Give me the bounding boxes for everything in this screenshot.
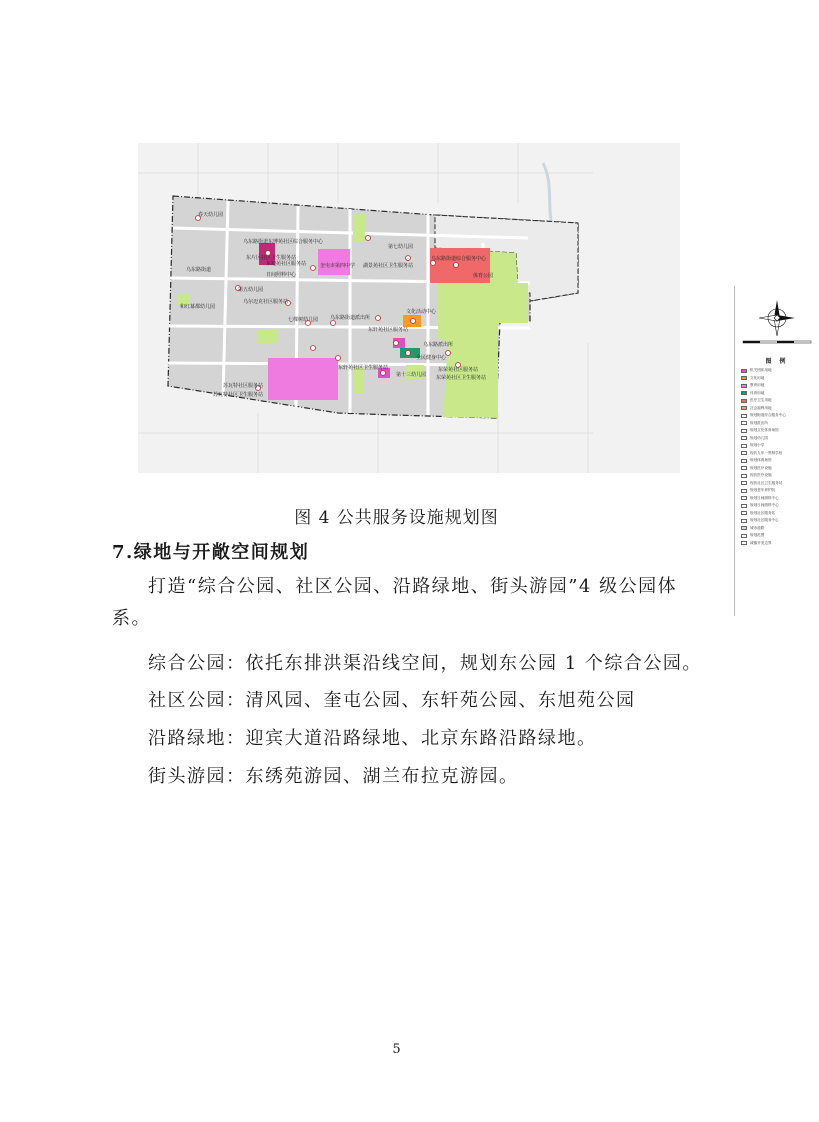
legend-item [741, 457, 815, 465]
legend-title: 图 例 [765, 358, 789, 365]
legend-label: 规划小学 [750, 443, 765, 448]
legend-label: 现状社区卫生服务站 [750, 480, 783, 485]
legend-label: 规划幼儿园 [750, 435, 768, 440]
map-label: 乌东路派出所 [423, 342, 454, 348]
map-label: 东轩苑社区卫生服务站 [338, 365, 389, 371]
legend-item [741, 465, 815, 473]
map-label: 苏瓦特社区服务站 [223, 383, 264, 389]
legend-swatch [741, 414, 747, 418]
legend-swatch [741, 451, 747, 455]
legend-swatch [741, 444, 747, 448]
legend-item [741, 420, 815, 428]
planning-map [138, 143, 680, 473]
legend-label: 城市道路 [750, 525, 765, 530]
map-label: 乌东路街道综合服务中心 [431, 256, 487, 262]
legend-item [741, 532, 815, 540]
legend-swatch [741, 384, 747, 388]
legend-item [741, 480, 815, 488]
legend-swatch [741, 406, 747, 410]
legend-label: 规划社区服务站 [750, 510, 776, 515]
legend-swatch [741, 391, 747, 395]
map-label: 第七幼儿园 [388, 244, 414, 250]
north-arrow-icon [757, 298, 797, 338]
legend-swatch [741, 496, 747, 500]
legend-swatch [741, 436, 747, 440]
legend-label: 规划范围 [750, 533, 765, 538]
map-label: 东旭苑社区服务站 [266, 261, 307, 267]
map-label: 乌东路街道派出所 [330, 315, 371, 321]
legend-swatch [741, 459, 747, 463]
body-paragraph: 街头游园：东绣苑游园、湖兰布拉克游园。 [148, 766, 519, 787]
page-number: 5 [392, 1042, 401, 1057]
legend-label: 体育用地 [750, 390, 765, 395]
legend-label: 规划医疗设施 [750, 465, 772, 470]
legend-swatch [741, 541, 747, 545]
legend-item [741, 472, 815, 480]
legend-label: 规划派出所 [750, 420, 768, 425]
body-paragraph: 沿路绿地：迎宾大道沿路绿地、北京东路沿路绿地。 [148, 728, 597, 749]
map-legend [734, 286, 819, 616]
map-label: 第五幼儿园 [238, 287, 264, 293]
legend-label: 城镇开发边界 [750, 540, 772, 545]
legend-item [741, 442, 815, 450]
body-paragraph: 综合公园：依托东排洪渠沿线空间，规划东公园 1 个综合公园。 [148, 653, 702, 674]
legend-swatch [741, 489, 747, 493]
map-label: 全民健身中心 [416, 355, 447, 361]
legend-swatch [741, 399, 747, 403]
legend-item [741, 405, 815, 413]
legend-item [741, 375, 815, 383]
legend-item [741, 397, 815, 405]
legend-item [741, 412, 815, 420]
legend-item [741, 382, 815, 390]
map-label: 湖景苑社区卫生服务站 [363, 263, 414, 269]
map-label: 和红幕都幼儿园 [180, 304, 216, 310]
legend-label: 规划体育场馆 [750, 458, 772, 463]
section-heading: 7.绿地与开敞空间规划 [112, 542, 310, 563]
legend-label: 文化用地 [750, 375, 765, 380]
legend-item [741, 427, 815, 435]
legend-label: 规划老年养护院 [750, 488, 776, 493]
map-label: 东轩苑社区服务站 [368, 327, 409, 333]
map-label: 东荣苑社区卫生服务站 [436, 375, 487, 381]
body-paragraph: 社区公园：清风园、奎屯公园、东轩苑公园、东旭苑公园 [148, 690, 636, 711]
body-paragraph: 打造“综合公园、社区公园、沿路绿地、街头游园”4 级公园体系。 [112, 576, 678, 629]
legend-label: 现状医疗设施 [750, 473, 772, 478]
legend-item [741, 435, 815, 443]
legend-swatch [741, 376, 747, 380]
legend-label: 规划日间照料中心 [750, 495, 779, 500]
legend-label: 规划文化体育场馆 [750, 428, 779, 433]
legend-swatch [741, 481, 747, 485]
map-label: 乌东路街道东博苑社区综合服务中心 [243, 239, 324, 245]
legend-swatch [741, 534, 747, 538]
map-label: 奎屯市第四中学 [320, 263, 356, 269]
legend-swatch [741, 429, 747, 433]
legend-item [741, 450, 815, 458]
map-label: 东片区社区卫生服务站 [246, 255, 297, 261]
map-label: 乌东路街道 [186, 267, 212, 273]
legend-swatch [741, 421, 747, 425]
map-label: 日间照料中心 [266, 272, 297, 278]
map-label: 第十三幼儿园 [396, 372, 427, 378]
legend-label: 教育用地 [750, 383, 765, 388]
legend-label: 规划街道综合服务中心 [750, 413, 786, 418]
legend-item [741, 495, 815, 503]
legend-swatch [741, 466, 747, 470]
scale-bar-icon [739, 338, 815, 346]
legend-label: 规划日间照料中心 [750, 503, 779, 508]
legend-item [741, 540, 815, 548]
legend-item [741, 487, 815, 495]
map-label: 文化活动中心 [406, 309, 437, 315]
legend-label: 医疗卫生用地 [750, 398, 772, 403]
legend-label: 机关团体用地 [750, 368, 772, 373]
figure-caption: 图 4 公共服务设施规划图 [294, 508, 499, 528]
map-label: 乌尔迈克社区服务站 [243, 299, 289, 305]
map-label: 体育公园 [473, 273, 494, 279]
legend-label: 规划社区服务中心 [750, 518, 779, 523]
legend-label: 社会福利用地 [750, 405, 772, 410]
legend-swatch [741, 369, 747, 373]
legend-swatch [741, 474, 747, 478]
map-label: 七棵树幼儿园 [288, 317, 319, 323]
legend-item [741, 367, 815, 375]
legend-label: 现状九年一贯制学校 [750, 450, 783, 455]
map-label: 苏瓦特社区卫生服务站 [213, 392, 264, 398]
legend-item [741, 390, 815, 398]
map-label: 春天幼儿园 [198, 212, 224, 218]
map-label: 东荣苑社区服务站 [438, 367, 479, 373]
